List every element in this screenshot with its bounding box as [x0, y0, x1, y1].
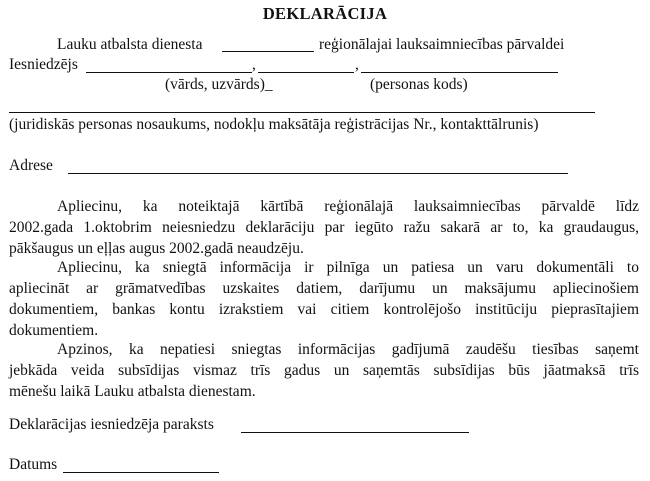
paragraph-line: jebkāda veida subsīdijas vismaz trīs gadus un saņemtās subsīdijas būs jāatmaksā trīs — [9, 362, 639, 379]
legal-entity-field[interactable] — [9, 112, 595, 113]
date-label: Datums — [9, 456, 58, 473]
paragraph-line: pākšaugus un eļļas augus 2002.gadā neaudzēju. — [9, 240, 304, 257]
service-region-field[interactable] — [222, 51, 314, 52]
document-title: DEKLARĀCIJA — [262, 4, 388, 23]
paragraph-line: mēnešu laikā Lauku atbalsta dienestam. — [9, 383, 256, 400]
caption-legal-entity: (juridiskās personas nosaukums, nodokļu maksātāja reģistrācijas Nr., kontakttālrunis) — [9, 116, 539, 133]
submitter-code-field[interactable] — [258, 72, 354, 73]
date-field[interactable] — [63, 472, 219, 473]
submitter-name-field[interactable] — [86, 72, 252, 73]
paragraph-line: Apzinos, ka nepatiesi sniegtas informācijas gadījumā zaudēšu tiesības saņemt — [57, 341, 639, 358]
paragraph-no-declaration — [9, 196, 639, 259]
paragraph-false-info-consequences — [9, 339, 639, 402]
paragraph-line: Apliecinu, ka sniegtā informācija ir pilnīga un patiesa un varu dokumentāli to — [57, 259, 639, 276]
submitter-extra-field[interactable] — [361, 72, 558, 73]
address-label: Adrese — [9, 157, 53, 174]
signature-field[interactable] — [241, 432, 469, 433]
paragraph-line: 2002.gada 1.oktobrim neiesniedzu deklarāciju par iegūto ražu sakarā ar to, ka graudaugus, — [9, 219, 639, 236]
address-field[interactable] — [68, 173, 568, 174]
service-end-label: reģionālajai lauksaimniecības pārvaldei — [319, 36, 565, 53]
caption-name: (vārds, uzvārds)_ — [165, 76, 273, 93]
separator: , — [252, 56, 256, 73]
caption-personal-code: (personas kods) — [370, 76, 468, 93]
service-label: Lauku atbalsta dienesta — [57, 36, 203, 53]
paragraph-line: dokumentiem. — [9, 322, 99, 339]
signature-label: Deklarācijas iesniedzēja paraksts — [9, 416, 214, 433]
separator: , — [355, 56, 359, 73]
paragraph-line: apliecināt ar grāmatvedības uzskaites datiem, darījumu un maksājumu apliecinošiem — [9, 280, 639, 297]
paragraph-information-true — [9, 257, 639, 341]
paragraph-line: dokumentiem, bankas kontu izrakstiem vai citiem kontrolējošo institūciju pieprasītajiem — [9, 301, 639, 318]
paragraph-line: Apliecinu, ka noteiktajā kārtībā reģionālajā lauksaimniecības pārvaldē līdz — [57, 198, 639, 215]
submitter-label: Iesniedzējs — [9, 56, 78, 73]
